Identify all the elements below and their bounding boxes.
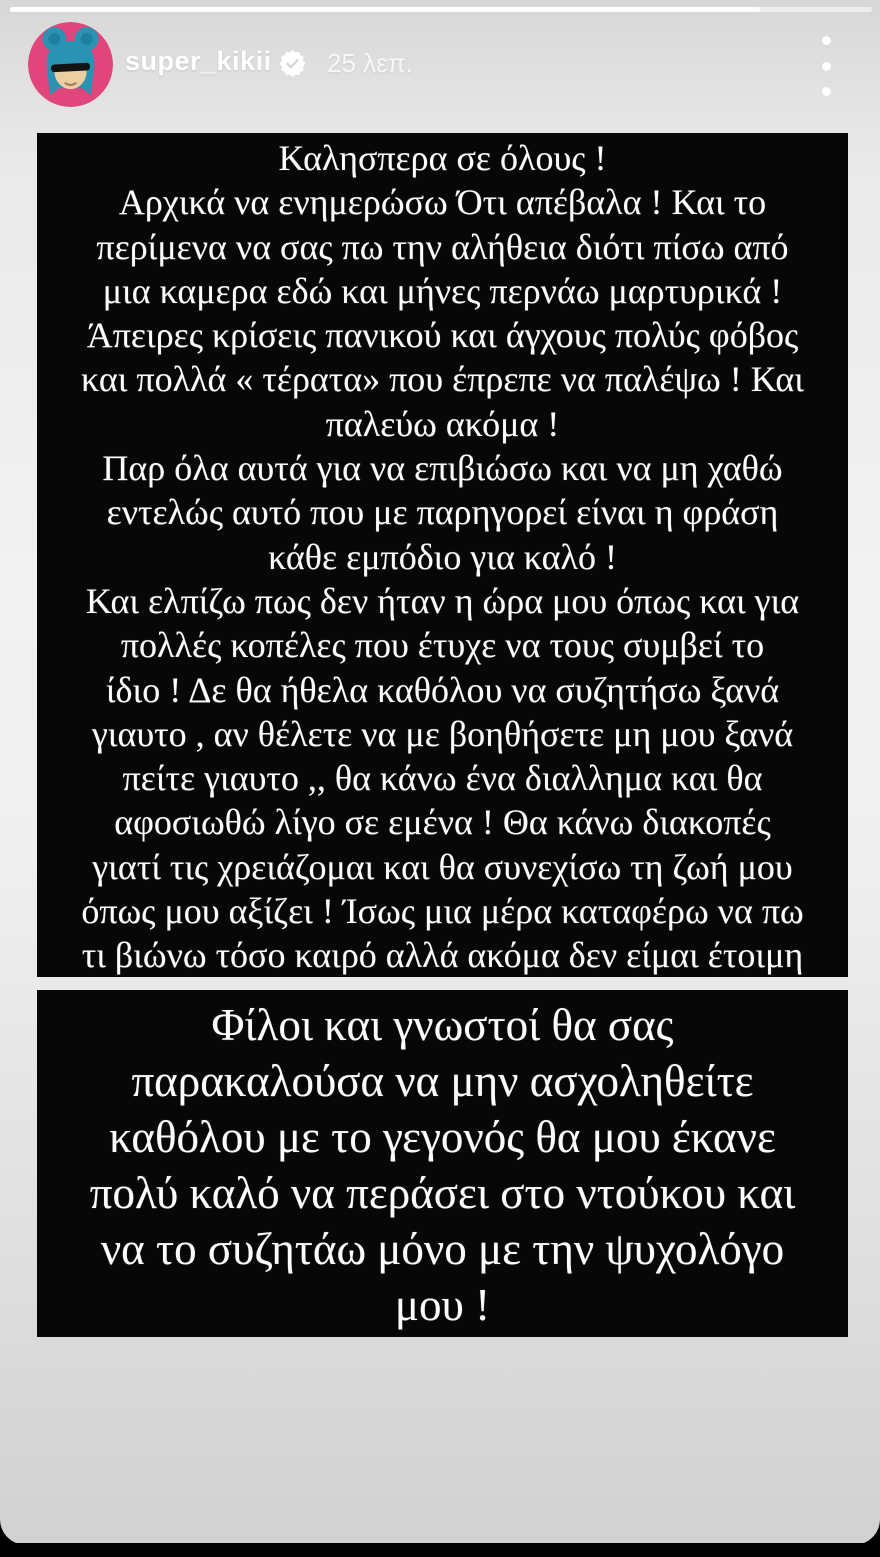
text-line: Φίλοι και γνωστοί θα σας <box>211 1000 674 1050</box>
text-line: γιαυτο , αν θέλετε να με βοηθήσετε μη μου ξανά <box>91 713 794 754</box>
text-line: Και ελπίζω πως δεν ήταν η ώρα μου όπως και για <box>85 580 800 621</box>
text-line: τι βιώνω τόσο καιρό αλλά ακόμα δεν είμαι έτοιμη <box>81 935 804 976</box>
story-options-button[interactable] <box>808 32 844 100</box>
story-timestamp: 25 λεπ. <box>327 48 413 78</box>
bottom-bar <box>0 1543 880 1557</box>
text-line: αφοσιωθώ λίγο σε εμένα ! Θα κάνω διακοπές <box>114 802 771 843</box>
text-line: περίμενα να σας πω την αλήθεια διότι πίσω από <box>96 226 789 267</box>
text-line: Καλησπερα σε όλους ! <box>278 138 607 178</box>
text-line: ίδιο ! Δε θα ήθελα καθόλου να συζητήσω ξανά <box>105 669 780 710</box>
kebab-menu-icon <box>822 36 831 45</box>
text-line: όπως μου αξίζει ! Ίσως μια μέρα καταφέρω να πω <box>81 891 804 932</box>
text-line: πείτε γιαυτο ,, θα κάνω ένα διαλλημα και θα <box>122 758 763 799</box>
text-line: Αρχικά να ενημερώσω Ότι απέβαλα ! Και το <box>118 182 767 223</box>
text-line: να το συζητάω μόνο με την ψυχολόγο <box>100 1224 785 1274</box>
text-line: παλεύω ακόμα ! <box>325 403 560 444</box>
avatar-illustration <box>28 22 113 107</box>
story-text-block-2 <box>37 990 848 1337</box>
text-line: Άπειρες κρίσεις πανικού και άγχους πολύς φόβος <box>86 315 799 356</box>
text-line: καθόλου με το γεγονός θα μου έκανε <box>109 1112 776 1162</box>
kebab-menu-icon <box>822 87 831 96</box>
avatar[interactable] <box>28 22 113 107</box>
text-line: εντελώς αυτό που με παρηγορεί είναι η φράση <box>106 492 779 533</box>
username[interactable]: super_kikii <box>125 46 272 76</box>
kebab-menu-icon <box>822 62 831 71</box>
text-line: πολύ καλό να περάσει στο ντούκου και <box>89 1168 796 1218</box>
text-line: μια καμερα εδώ και μήνες περνάω μαρτυρικά ! <box>102 270 783 311</box>
text-line: πολλές κοπέλες που έτυχε να τους συμβεί το <box>120 625 765 666</box>
text-line: γιατί τις χρειάζομαι και θα συνεχίσω τη ζωή μου <box>92 846 793 887</box>
story-header <box>0 0 880 120</box>
text-line: μου ! <box>394 1280 491 1330</box>
text-line: παρακαλούσα να μην ασχοληθείτε <box>131 1056 754 1106</box>
story-text-block-1 <box>37 133 848 977</box>
text-line: και πολλά « τέρατα» που έπρεπε να παλέψω ! Και <box>81 359 804 400</box>
text-line: Παρ όλα αυτά για να επιβιώσω και να μη χαθώ <box>102 448 783 489</box>
verified-badge-icon <box>279 50 306 77</box>
text-line: κάθε εμπόδιο για καλό ! <box>268 536 617 577</box>
